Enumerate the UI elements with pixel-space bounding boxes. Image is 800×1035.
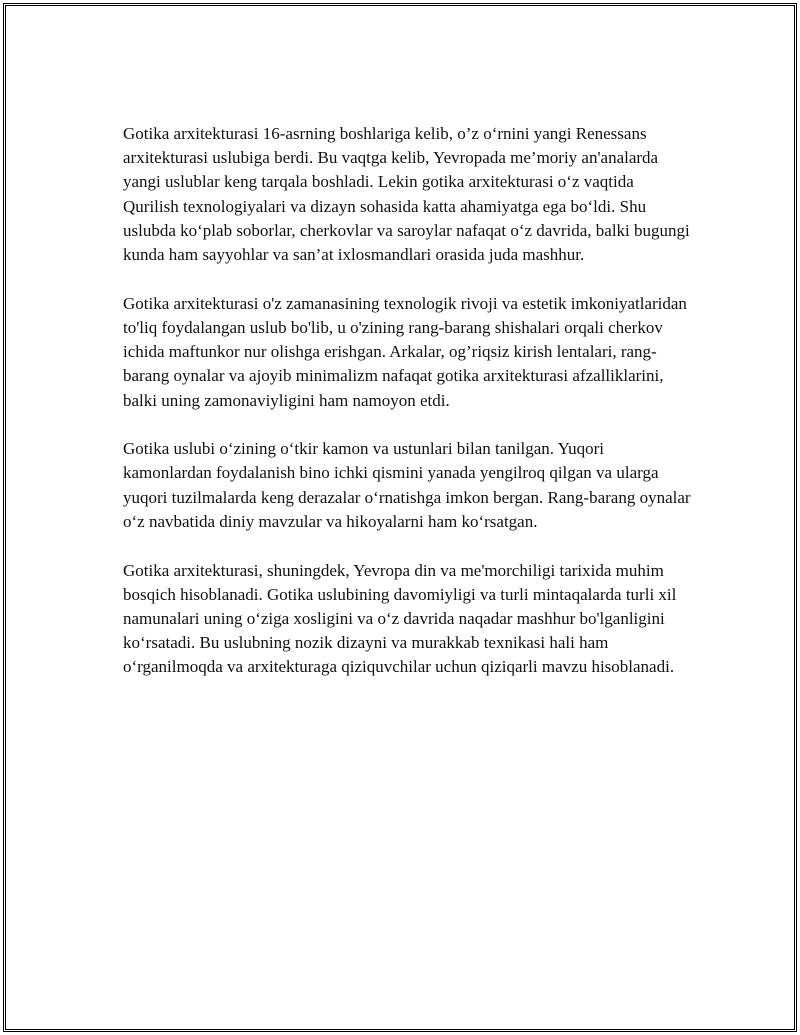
paragraph-1: Gotika arxitekturasi 16-asrning boshlariga kelib, o’z o‘rnini yangi Renessans arxitekturasi uslubiga berdi. Bu vaqtga kelib, Yevropada me’moriy an'analarda yangi uslublar keng tarqala boshladi. Lekin gotika arxitekturasi o‘z vaqtida Qurilish texnologiyalari va dizayn sohasida katta ahamiyatga ega bo‘ldi. Shu uslubda ko‘plab soborlar, cherkovlar va saroylar nafaqat o‘z davrida, balki bugungi kunda ham sayyohlar va san’at ixlosmandlari orasida juda mashhur.	[123, 124, 690, 265]
page-border	[3, 3, 797, 1032]
paragraph-2: Gotika arxitekturasi o'z zamanasining texnologik rivoji va estetik imkoniyatlaridan to'liq foydalangan uslub bo'lib, u o'zining rang-barang shishalari orqali cherkov ichida maftunkor nur olishga erishgan. Arkalar, og’riqsiz kirish lentalari, rang-barang oynalar va ajoyib minimalizm nafaqat gotika arxitekturasi afzalliklarini, balki uning zamonaviyligini ham namoyon etdi.	[123, 293, 687, 410]
document-body	[123, 122, 693, 704]
paragraph-4: Gotika arxitekturasi, shuningdek, Yevropa din va me'morchiligi tarixida muhim bosqich hisoblanadi. Gotika uslubining davomiyligi va turli mintaqalarda turli xil namunalari uning o‘ziga xosligini va o‘z davrida naqadar mashhur bo'lganligini ko‘rsatadi. Bu uslubning nozik dizayni va murakkab texnikasi hali ham o‘rganilmoqda va arxitekturaga qiziquvchilar uchun qiziqarli mavzu hisoblanadi.	[123, 560, 677, 677]
paragraph-3: Gotika uslubi o‘zining o‘tkir kamon va ustunlari bilan tanilgan. Yuqori kamonlardan foydalanish bino ichki qismini yanada yengilroq qilgan va ularga yuqori tuzilmalarda keng derazalar o‘rnatishga imkon bergan. Rang-barang oynalar o‘z navbatida diniy mavzular va hikoyalarni ham ko‘rsatgan.	[123, 439, 691, 531]
